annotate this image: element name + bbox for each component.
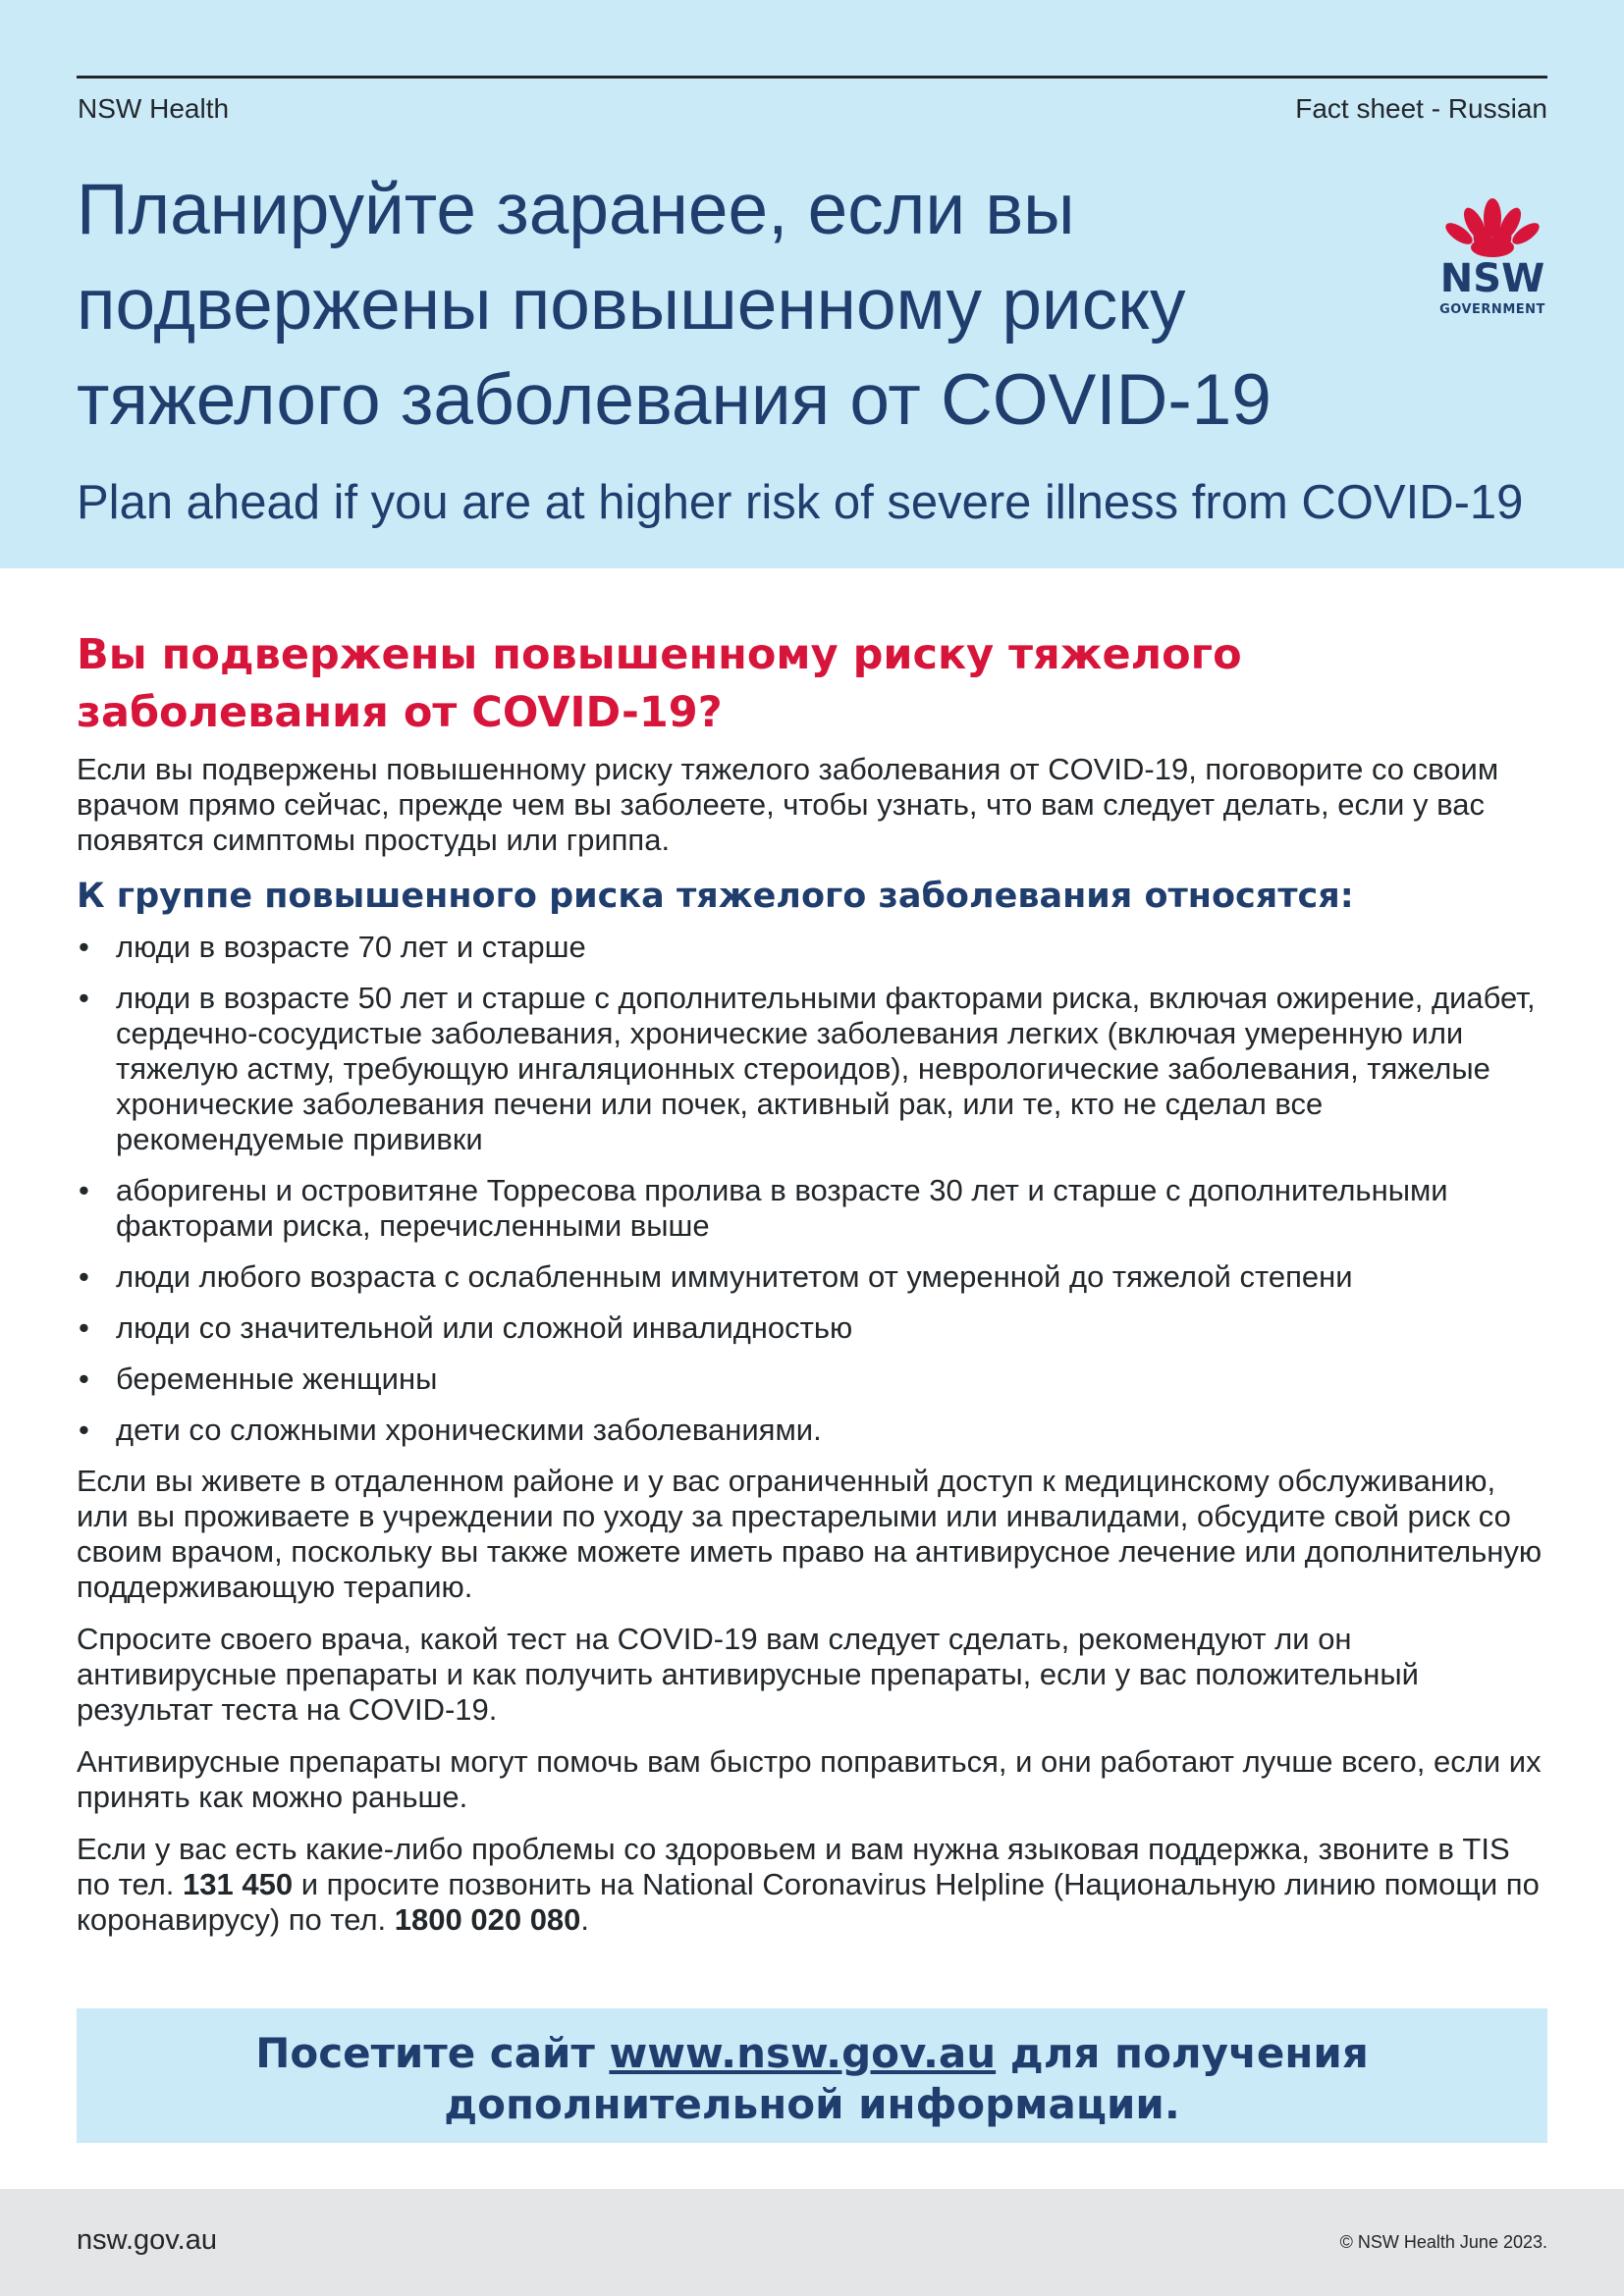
page-subtitle-english: Plan ahead if you are at higher risk of severe illness from COVID-19 <box>77 476 1524 529</box>
main-content <box>77 626 1549 1954</box>
bullet-icon: • <box>79 981 89 1015</box>
nsw-website-link[interactable]: www.nsw.gov.au <box>609 2029 997 2077</box>
nsw-government-logo <box>1434 196 1551 324</box>
remote-area-paragraph: Если вы живете в отдаленном районе и у вас ограниченный доступ к медицинскому обслуживанию, или вы проживаете в учреждении по уходу за престарелыми или инвалидами, обсудите свой риск со своим врачом, поскольку вы также можете иметь право на антивирусное лечение или дополнительную поддерживающую терапию. <box>77 1464 1543 1604</box>
list-item: • беременные женщины <box>79 1362 438 1396</box>
list-item: • люди со значительной или сложной инвалидностью <box>79 1310 853 1345</box>
intro-paragraph: Если вы подвержены повышенному риску тяжелого заболевания от COVID-19, поговорите со своим врачом прямо сейчас, прежде чем вы заболеете, чтобы узнать, что вам следует делать, если у вас появятся симптомы простуды или гриппа. <box>77 752 1499 857</box>
fact-sheet-label: Fact sheet - Russian <box>1295 93 1547 124</box>
logo-wordmark: NSW <box>1439 256 1545 301</box>
logo-subtext: GOVERNMENT <box>1439 302 1545 317</box>
more-info-banner <box>77 2008 1547 2143</box>
bullet-icon: • <box>79 930 89 964</box>
header-divider <box>77 76 1547 79</box>
list-item: • люди любого возраста с ослабленным иммунитетом от умеренной до тяжелой степени <box>79 1259 1353 1294</box>
helpline-phone-number: 1800 020 080 <box>394 1902 581 1937</box>
org-name: NSW Health <box>78 93 230 124</box>
antiviral-paragraph: Антивирусные препараты могут помочь вам быстро поправиться, и они работают лучше всего, если их принять как можно раньше. <box>77 1744 1542 1814</box>
list-item: • люди в возрасте 70 лет и старше <box>79 930 586 964</box>
footer-copyright: © NSW Health June 2023. <box>1339 2232 1547 2252</box>
bullet-icon: • <box>79 1310 89 1345</box>
section-heading: Вы подвержены повышенному риску тяжелого заболевания от COVID-19? <box>77 630 1242 737</box>
footer-site: nsw.gov.au <box>77 2224 217 2256</box>
header-banner <box>0 0 1624 568</box>
bullet-icon: • <box>79 1259 89 1294</box>
list-item: • аборигены и островитяне Торресова пролива в возрасте 30 лет и старше с дополнительными факторами риска, перечисленными выше <box>79 1173 1448 1243</box>
bullet-icon: • <box>79 1362 89 1396</box>
footer <box>0 2189 1624 2296</box>
list-item: • дети со сложными хроническими заболеваниями. <box>79 1413 822 1447</box>
more-info-text: Посетите сайт www.nsw.gov.au для получения дополнительной информации. <box>255 2029 1369 2128</box>
waratah-icon <box>1441 196 1543 261</box>
page-title: Планируйте заранее, если вы подвержены повышенному риску тяжелого заболевания от COVID-19 <box>77 170 1272 440</box>
tis-phone-number: 131 450 <box>183 1867 294 1901</box>
list-item: • люди в возрасте 50 лет и старше с дополнительными факторами риска, включая ожирение, диабет, сердечно-сосудистые заболевания, хронические заболевания легких (включая умеренную или тяжелую астму, требующую ингаляционных стероидов), неврологические заболевания, тяжелые хронические заболевания печени или почек, активный рак, или те, кто не сделал все рекомендуемые прививки <box>79 981 1536 1156</box>
bullet-icon: • <box>79 1173 89 1207</box>
bullet-icon: • <box>79 1413 89 1447</box>
risk-group-list <box>77 930 1549 1448</box>
ask-doctor-paragraph: Спросите своего врача, какой тест на COVID-19 вам следует сделать, рекомендуют ли он антивирусные препараты и как получить антивирусные препараты, если у вас положительный результат теста на COVID-19. <box>77 1622 1419 1727</box>
contact-paragraph: Если у вас есть какие-либо проблемы со здоровьем и вам нужна языковая поддержка, звоните в TIS по тел. 131 450 и просите позвонить на National Coronavirus Helpline (Национальную линию помощи по коронавирусу) по тел. 1800 020 080. <box>77 1832 1540 1937</box>
risk-group-heading: К группе повышенного риска тяжелого заболевания относятся: <box>77 877 1354 916</box>
